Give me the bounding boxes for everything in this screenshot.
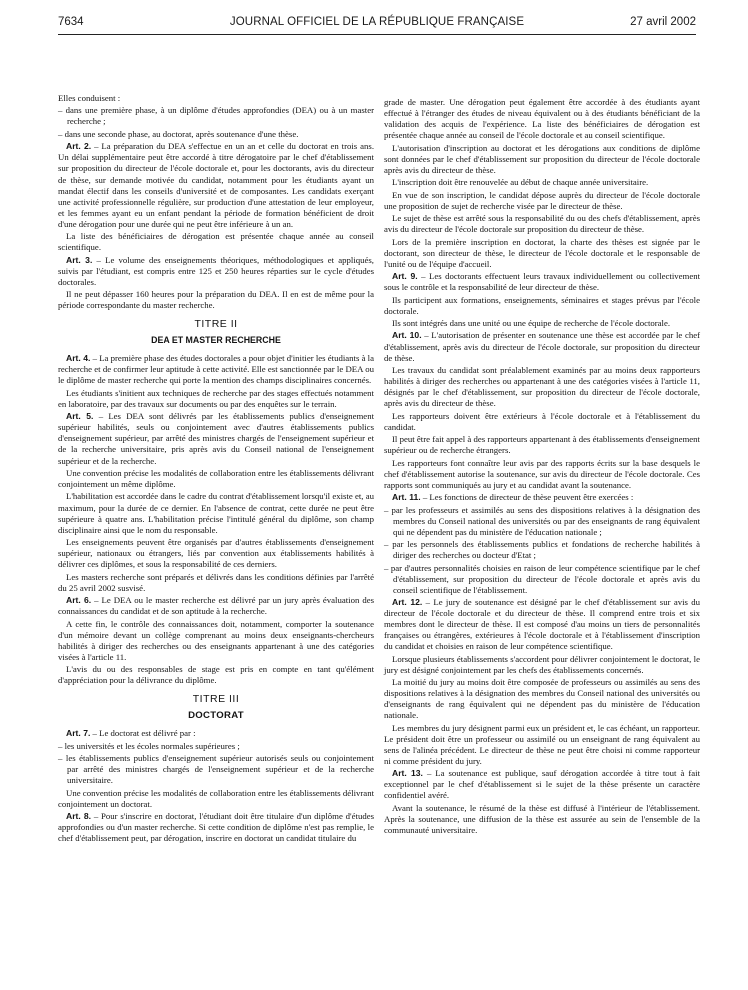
article-text: – Le doctorat est délivré par : bbox=[92, 728, 196, 739]
paragraph: Il peut être fait appel à des rapporteurs appartenant à des établissements d'enseignement supérieur ou de recherche étrangers. bbox=[384, 434, 700, 456]
header-rule bbox=[58, 34, 696, 35]
article-label: Art. 11. bbox=[392, 492, 421, 503]
page-number: 7634 bbox=[58, 16, 84, 28]
article-text: – Le volume des enseignements théoriques, méthodologiques et appliqués, suivis par l'étudiant, est compris entre 125 et 250 heures réparties sur le cycle d'études doctorales. bbox=[58, 254, 374, 287]
list-item: – par les professeurs et assimilés au sens des dispositions relatives à la désignation des membres du Conseil national des universités ou par des enseignants de rang équivalent qui ne dépendent pas du ministère de l'éducation nationale ; bbox=[384, 504, 700, 537]
article-9 bbox=[384, 271, 700, 293]
paragraph: Il ne peut dépasser 160 heures pour la préparation du DEA. Il en est de même pour la période correspondante du master recherche. bbox=[58, 289, 374, 311]
paragraph: Les rapporteurs font connaître leur avis par des rapports écrits sur la base desquels le chef d'établissement autorise la soutenance, sur avis du directeur de l'école doctorale. Ces rapports sont communiqués au jury et au candidat avant la soutenance. bbox=[384, 457, 700, 490]
list-item: – dans une première phase, à un diplôme d'études approfondies (DEA) ou à un master recherche ; bbox=[58, 105, 374, 127]
list-item: – les universités et les écoles normales supérieures ; bbox=[58, 740, 240, 751]
publication-date: 27 avril 2002 bbox=[630, 16, 696, 28]
article-text: – La préparation du DEA s'effectue en un an et celle du doctorat en trois ans. Un délai supplémentaire peut être accordé à titre dérogatoire par le chef d'établissement sur proposition du directeur de l'école doctorale et, pour les doctorants, avis du directeur de thèse, sur demande motivée du candidat, notamment pour les étudiants ayant un mandat électif dans les conseils d'université et de composantes. Les candidats exerçant une activité professionnelle régulière, sur production d'une attestation de leur employeur, et les femmes ayant eu un enfant pendant la période de formation bénéficient de droit d'une dérogation pour une durée qui ne peut être inférieure à un an. bbox=[58, 141, 375, 229]
paragraph: Une convention précise les modalités de collaboration entre les établissements délivrant conjointement un même diplôme. bbox=[58, 467, 374, 490]
page-header bbox=[58, 16, 696, 32]
left-column bbox=[58, 93, 374, 846]
title-subheading: DOCTORAT bbox=[188, 710, 244, 722]
article-11 bbox=[384, 492, 700, 503]
article-4 bbox=[58, 353, 374, 386]
paragraph: Lors de la première inscription en doctorat, la charte des thèses est signée par le doctorant, son directeur de thèse, le directeur de l'école doctorale et le responsable de l'unité ou de l'équipe d'accueil. bbox=[384, 236, 700, 269]
paragraph: Les travaux du candidat sont préalablement examinés par au moins deux rapporteurs habilités à diriger des recherches ou appartenant à une des catégories visées à l'article 11, désignés par le chef d'établissement, sur proposition du directeur de l'école doctorale, après avis du directeur de thèse. bbox=[384, 364, 700, 409]
right-column bbox=[384, 97, 700, 837]
article-text: – Les fonctions de directeur de thèse peuvent être exercées : bbox=[422, 492, 634, 503]
article-label: Art. 6. bbox=[66, 595, 92, 606]
paragraph: grade de master. Une dérogation peut également être accordée à des étudiants ayant effectué à l'étranger des études de niveau équivalent ou à des étudiants bénéficiant de la validation des acquis de l'expérience. La liste des bénéficiaires de dérogation est présentée chaque année au conseil de l'école doctorale et au conseil scientifique. bbox=[384, 97, 700, 141]
article-5 bbox=[58, 411, 374, 466]
paragraph: Lorsque plusieurs établissements s'accordent pour délivrer conjointement le doctorat, le jury est désigné conjointement par les chefs des établissements concernés. bbox=[384, 653, 700, 675]
article-2 bbox=[58, 141, 374, 229]
article-label: Art. 4. bbox=[66, 353, 91, 364]
paragraph: L'autorisation d'inscription au doctorat et les dérogations aux conditions de diplôme sont données par le chef d'établissement sur proposition du directeur de l'école doctorale après avis du directeur de thèse. bbox=[384, 142, 700, 175]
paragraph: La liste des bénéficiaires de dérogation est présentée chaque année au conseil scientifique. bbox=[58, 231, 374, 253]
article-label: Art. 8. bbox=[66, 811, 91, 822]
title-heading: TITRE III bbox=[192, 693, 240, 706]
article-7 bbox=[58, 728, 374, 739]
paragraph: Le sujet de thèse est arrêté sous la responsabilité du ou des chefs d'établissement, après avis du directeur de l'école doctorale sur proposition du directeur de thèse. bbox=[384, 213, 700, 235]
paragraph: En vue de son inscription, le candidat dépose auprès du directeur de l'école doctorale une proposition de sujet de recherche visée par le directeur de thèse. bbox=[384, 189, 700, 211]
paragraph: Les membres du jury désignent parmi eux un président et, le cas échéant, un rapporteur. Le président doit être un professeur ou assimilé ou un enseignant de rang équivalent au sens de l'alinéa précédent. Le directeur de thèse ne peut être choisi ni comme rapporteur ni comme président du jury. bbox=[384, 722, 700, 766]
article-label: Art. 9. bbox=[392, 271, 418, 282]
article-label: Art. 5. bbox=[66, 411, 94, 422]
title-subheading: DEA ET MASTER RECHERCHE bbox=[151, 335, 281, 346]
article-6 bbox=[58, 595, 374, 617]
paragraph: Les masters recherche sont préparés et délivrés dans les conditions définies par l'arrêté du 25 avril 2002 susvisé. bbox=[58, 571, 374, 593]
article-text: – La première phase des études doctorales a pour objet d'initier les étudiants à la recherche et de confirmer leur aptitude à cette activité. Elle est sanctionnée par le DEA ou le diplôme de master recherche qui porte la mention des champs disciplinaires concernés. bbox=[58, 353, 374, 386]
article-3 bbox=[58, 255, 374, 288]
article-text: – Le jury de soutenance est désigné par le chef d'établissement sur avis du directeur de l'école doctorale et du directeur de thèse. Il comprend entre trois et six membres dont le directeur de thèse. Il est composé d'au moins un tiers de personnalités françaises ou étrangères, extérieures à l'école doctorale et à l'établissement d'inscription du candidat et choisies en raison de leur compétence scientifique. bbox=[384, 597, 701, 652]
paragraph: L'habilitation est accordée dans le cadre du contrat d'établissement lorsqu'il existe et, au maximum, pour la durée de ce dernier. En l'absence de contrat, cette durée ne peut être supérieure à quatre ans. L'habilitation précise l'intitulé général du diplôme, son champ disciplinaire ainsi que le nom du responsable. bbox=[58, 491, 374, 535]
paragraph: Une convention précise les modalités de collaboration entre les établissements délivrant conjointement un doctorat. bbox=[58, 787, 374, 809]
paragraph: Ils sont intégrés dans une unité ou une équipe de recherche de l'école doctorale. bbox=[392, 318, 671, 329]
paragraph: L'avis du ou des responsables de stage est pris en compte en tant qu'élément d'appréciation pour la délivrance du diplôme. bbox=[58, 664, 374, 686]
article-label: Art. 10. bbox=[392, 330, 422, 341]
paragraph: Les rapporteurs doivent être extérieurs à l'école doctorale et à l'établissement du candidat. bbox=[384, 410, 700, 432]
article-13 bbox=[384, 768, 700, 801]
article-label: Art. 12. bbox=[392, 597, 423, 608]
paragraph: Ils participent aux formations, enseignements, séminaires et stages prévus par l'école doctorale. bbox=[384, 294, 700, 316]
list-item: – par les personnels des établissements publics et fondations de recherche habilités à diriger des recherches ou docteur d'Etat ; bbox=[384, 539, 700, 561]
article-10 bbox=[384, 330, 700, 363]
paragraph: Avant la soutenance, le résumé de la thèse est diffusé à l'intérieur de l'établissement. Après la soutenance, une diffusion de la thèse est assurée au sein de l'ensemble de la communauté universitaire. bbox=[384, 802, 700, 835]
journal-title: JOURNAL OFFICIEL DE LA RÉPUBLIQUE FRANÇAISE bbox=[229, 16, 525, 28]
paragraph: Les enseignements peuvent être organisés par d'autres établissements d'enseignement supérieur, nationaux ou étrangers, liés par convention aux établissements habilités à délivrer ces diplômes, et sous la responsabilité de ces derniers. bbox=[58, 537, 374, 570]
article-text: – La soutenance est publique, sauf dérogation accordée à titre tout à fait exceptionnel par le chef d'établissement si le sujet de la thèse présente un caractère confidentiel avéré. bbox=[384, 768, 701, 801]
article-text: – L'autorisation de présenter en soutenance une thèse est accordée par le chef d'établissement, après avis du directeur de l'école doctorale, sur proposition du directeur de thèse. bbox=[384, 330, 700, 363]
article-12 bbox=[384, 597, 700, 652]
paragraph: Elles conduisent : bbox=[58, 93, 121, 103]
paragraph: Les étudiants s'initient aux techniques de recherche par des stages effectués notamment en laboratoire, par des travaux sur documents ou par des enquêtes sur le terrain. bbox=[58, 387, 374, 409]
article-text: – Les doctorants effectuent leurs travaux individuellement ou collectivement sous le contrôle et la responsabilité de leur directeur de thèse. bbox=[384, 271, 701, 293]
article-label: Art. 7. bbox=[66, 728, 91, 739]
list-item: – par d'autres personnalités choisies en raison de leur compétence scientifique par le chef d'établissement, sur proposition du directeur de l'école doctorale et après avis du conseil scientifique de l'établissement. bbox=[384, 562, 700, 595]
article-label: Art. 3. bbox=[66, 254, 93, 265]
article-8 bbox=[58, 811, 374, 844]
article-text: – Le DEA ou le master recherche est délivré par un jury après évaluation des connaissances du candidat et de son aptitude à la recherche. bbox=[58, 595, 374, 617]
article-text: – Pour s'inscrire en doctorat, l'étudiant doit être titulaire d'un diplôme d'études approfondies ou d'un master recherche. Si cette condition de diplôme n'est pas remplie, le chef d'établissement peut, par dérogation, inscrire en doctorat un candidat titulaire du bbox=[58, 811, 374, 844]
list-item: – les établissements publics d'enseignement supérieur autorisés seuls ou conjointement par arrêté des ministres chargés de l'enseignement supérieur et de la recherche universitaire. bbox=[58, 753, 374, 786]
article-text: – Les DEA sont délivrés par les établissements publics d'enseignement supérieur habilités, seuls ou conjointement avec d'autres établissements publics d'enseignement supérieur, par arrêté des ministres chargés de l'enseignement supérieur et de la recherche universitaire, pris après avis du Conseil national de l'enseignement supérieur et de la recherche. bbox=[58, 411, 375, 466]
list-item: – dans une seconde phase, au doctorat, après soutenance d'une thèse. bbox=[58, 128, 299, 139]
paragraph: A cette fin, le contrôle des connaissances doit, notamment, comporter la soutenance d'un mémoire devant un collège comprenant au moins deux enseignants-chercheurs habilités à diriger des recherches ou des enseignants appartenant à une des catégories visées à l'article 11. bbox=[58, 618, 374, 662]
article-label: Art. 13. bbox=[392, 768, 423, 779]
paragraph: L'inscription doit être renouvelée au début de chaque année universitaire. bbox=[392, 177, 649, 188]
paragraph: La moitié du jury au moins doit être composée de professeurs ou assimilés au sens des dispositions relatives à la désignation des membres du Conseil national des universités ou d'enseignants de rang équivalent qui ne dépendent pas du ministère de l'éducation nationale. bbox=[384, 677, 700, 721]
article-label: Art. 2. bbox=[66, 141, 92, 152]
title-heading: TITRE II bbox=[194, 318, 238, 331]
